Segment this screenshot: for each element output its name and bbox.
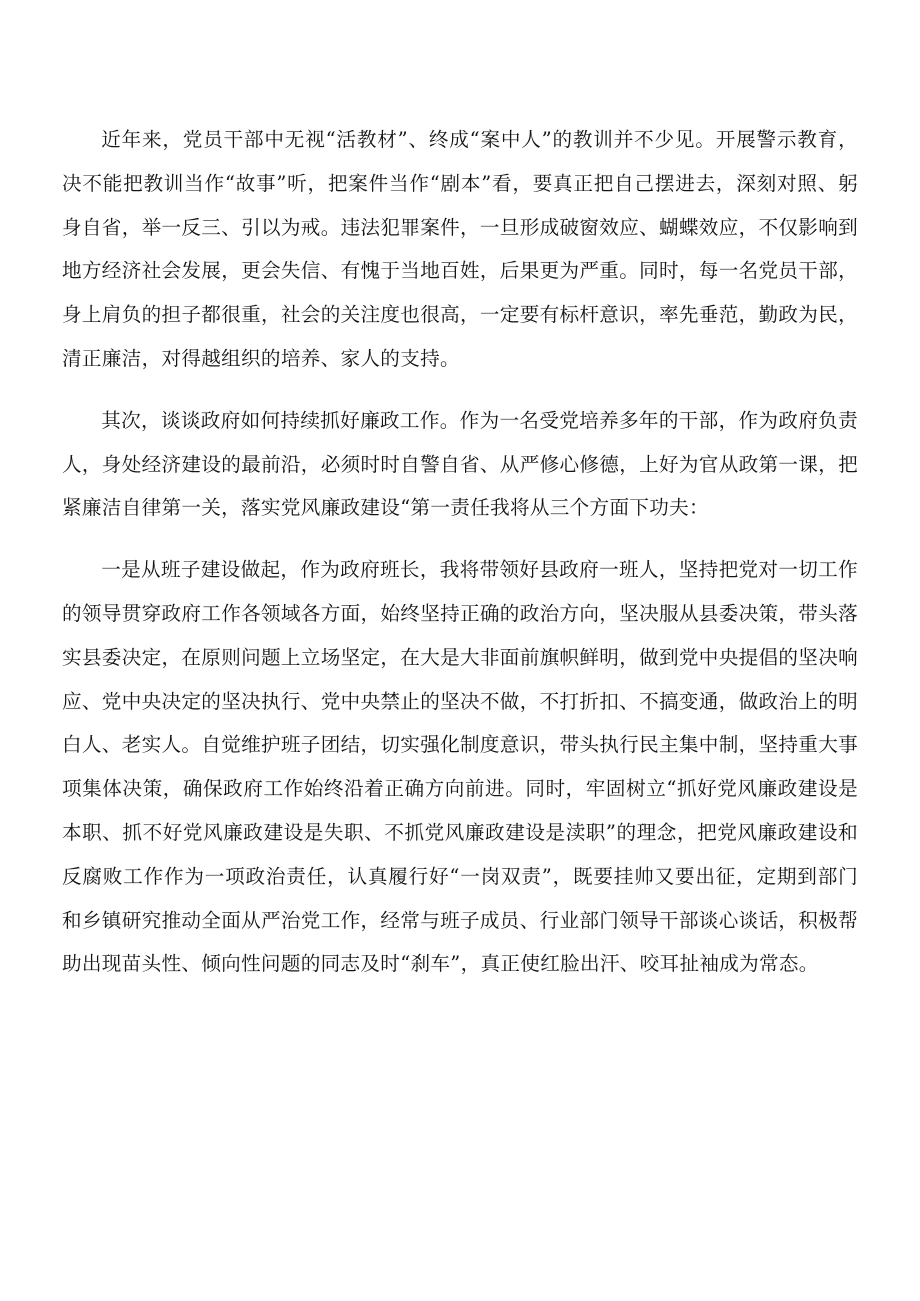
paragraph-clean-government-work: 其次，谈谈政府如何持续抓好廉政工作。作为一名受党培养多年的干部，作为政府负责人，身处经济建设的最前沿，必须时时自警自省、从严修心修德，上好为官从政第一课，把紧廉洁自律第一关，落实党风廉政建设“第一责任我将从三个方面下功夫： (62, 408, 858, 520)
paragraph-team-building: 一是从班子建设做起，作为政府班长，我将带领好县政府一班人，坚持把党对一切工作的领导贯穿政府工作各领域各方面，始终坚持正确的政治方向，坚决服从县委决策，带头落实县委决定，在原则问题上立场坚定，在大是大非面前旗帜鲜明，做到党中央提倡的坚决响应、党中央决定的坚决执行、党中央禁止的坚决不做，不打折扣、不搞变通，做政治上的明白人、老实人。自觉维护班子团结，切实强化制度意识，带头执行民主集中制，坚持重大事项集体决策，确保政府工作始终沿着正确方向前进。同时，牢固树立“抓好党风廉政建设是本职、抓不好党风廉政建设是失职、不抓党风廉政建设是渎职”的理念，把党风廉政建设和反腐败工作作为一项政治责任，认真履行好“一岗双责”，既要挂帅又要出征，定期到部门和乡镇研究推动全面从严治党工作，经常与班子成员、行业部门领导干部谈心谈话，积极帮助出现苗头性、倾向性问题的同志及时“刹车”，真正使红脸出汗、咬耳扯袖成为常态。 (62, 558, 858, 976)
paragraph-warning-education: 近年来，党员干部中无视“活教材”、终成“案中人”的教训并不少见。开展警示教育，决不能把教训当作“故事”听，把案件当作“剧本”看，要真正把自己摆进去，深刻对照、躬身自省，举一反三、引以为戒。违法犯罪案件，一旦形成破窗效应、蝴蝶效应，不仅影响到地方经济社会发展，更会失信、有愧于当地百姓，后果更为严重。同时，每一名党员干部，身上肩负的担子都很重，社会的关注度也很高，一定要有标杆意识，率先垂范，勤政为民，清正廉洁，对得越组织的培养、家人的支持。 (62, 128, 858, 370)
document-body (62, 118, 858, 986)
